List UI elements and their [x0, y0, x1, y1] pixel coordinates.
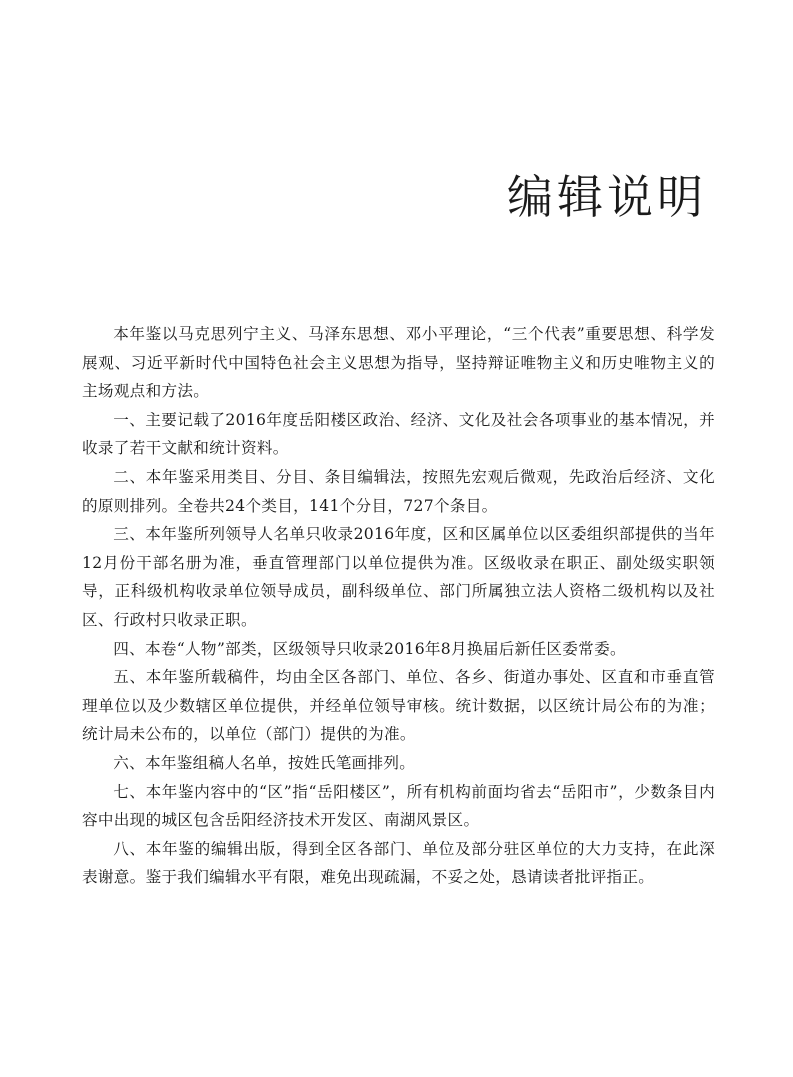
paragraph-item-6: 六、本年鉴组稿人名单，按姓氏笔画排列。: [113, 753, 416, 772]
paragraph-item-8: 八、本年鉴的编辑出版，得到全区各部门、单位及部分驻区单位的大力支持，在此深表谢意。鉴于我们编辑水平有限，难免出现疏漏，不妥之处，恳请读者批评指正。: [82, 839, 715, 887]
paragraph-item-5: 五、本年鉴所载稿件，均由全区各部门、单位、各乡、街道办事处、区直和市垂直管理单位以及少数辖区单位提供，并经单位领导审核。统计数据，以区统计局公布的为准；统计局未公布的，以单位（部门）提供的为准。: [82, 668, 715, 744]
paragraph-item-2: 二、本年鉴采用类目、分目、条目编辑法，按照先宏观后微观，先政治后经济、文化的原则排列。全卷共24个类目，141个分目，727个条目。: [82, 467, 715, 515]
page-title: 编辑说明: [507, 170, 707, 224]
paragraph-item-7: 七、本年鉴内容中的“区”指“岳阳楼区”，所有机构前面均省去“岳阳市”，少数条目内容中出现的城区包含岳阳经济技术开发区、南湖风景区。: [82, 782, 715, 830]
paragraph-item-1: 一、主要记载了2016年度岳阳楼区政治、经济、文化及社会各项事业的基本情况，并收录了若干文献和统计资料。: [82, 410, 715, 458]
document-body: [82, 320, 715, 892]
paragraph-intro: 本年鉴以马克思列宁主义、马泽东思想、邓小平理论，“三个代表”重要思想、科学发展观、习近平新时代中国特色社会主义思想为指导，坚持辩证唯物主义和历史唯物主义的主场观点和方法。: [82, 325, 715, 401]
paragraph-item-3: 三、本年鉴所列领导人名单只收录2016年度，区和区属单位以区委组织部提供的当年12月份干部名册为准，垂直管理部门以单位提供为准。区级收录在职正、副处级实职领导，正科级机构收录单位领导成员，副科级单位、部门所属独立法人资格二级机构以及社区、行政村只收录正职。: [82, 525, 715, 629]
paragraph-item-4: 四、本卷“人物”部类，区级领导只收录2016年8月换届后新任区委常委。: [113, 639, 626, 658]
